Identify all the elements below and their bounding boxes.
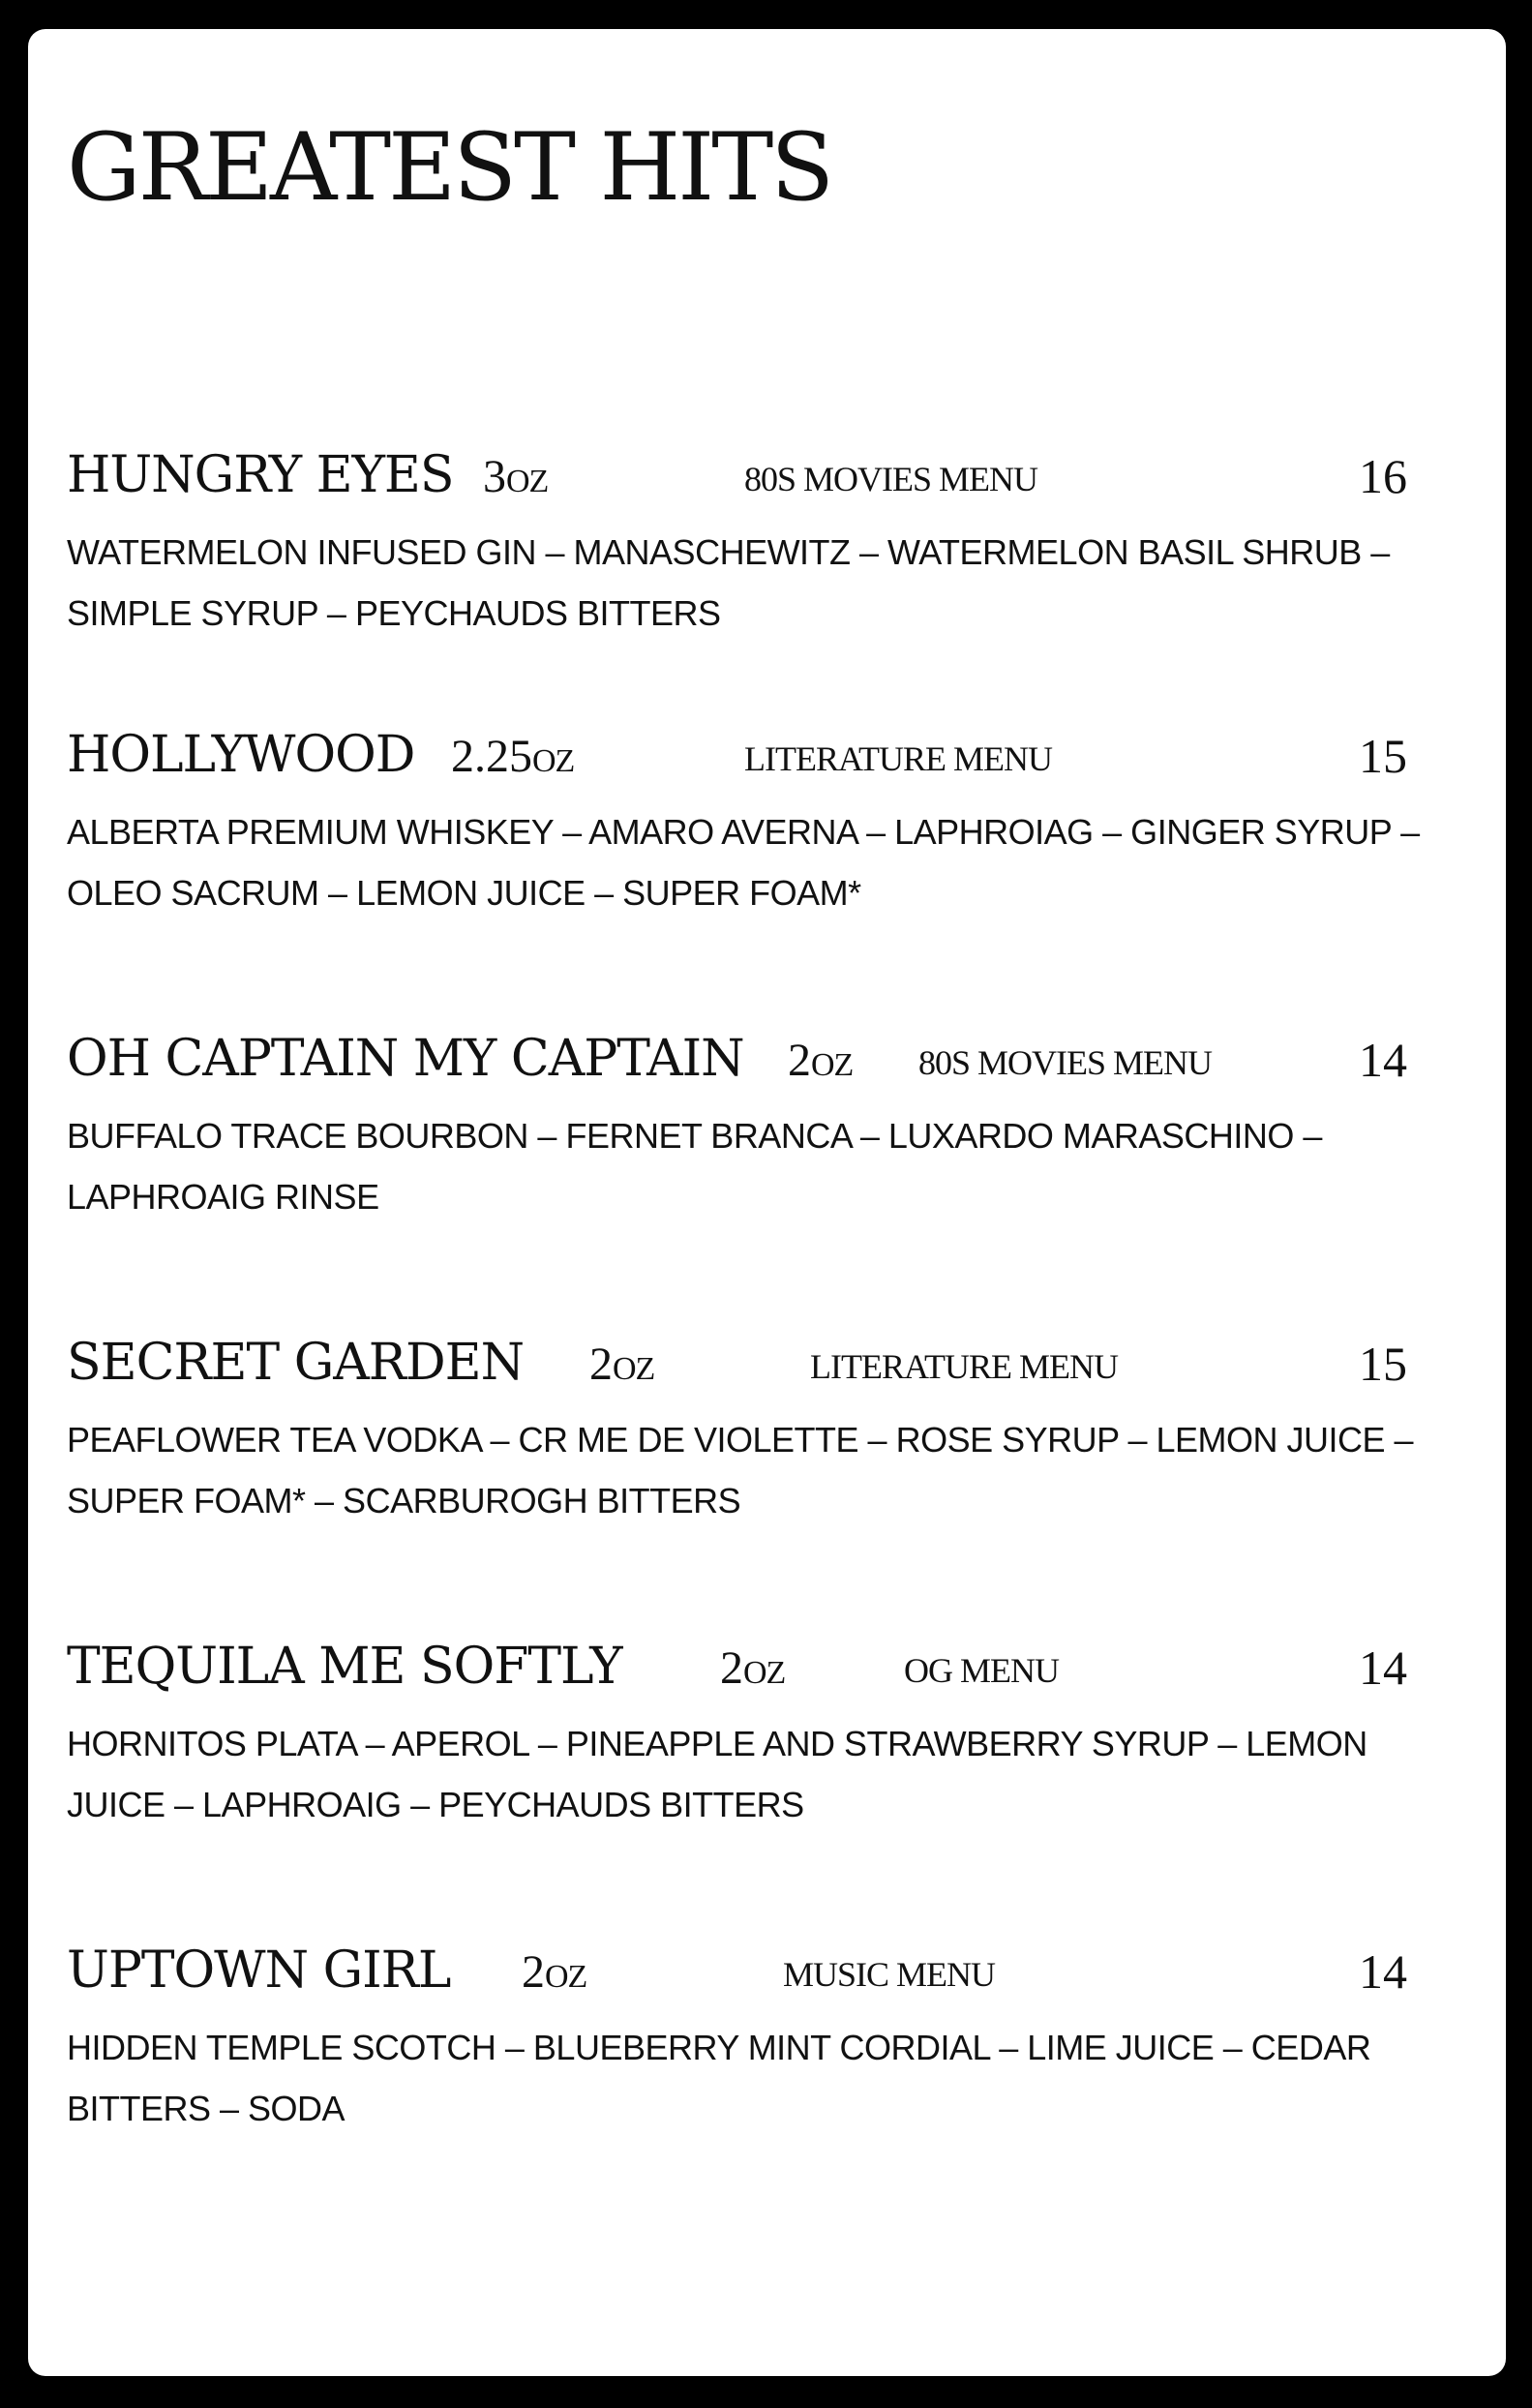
price: 14 xyxy=(1359,1944,1407,1999)
source-menu: 80S MOVIES MENU xyxy=(918,1043,1213,1082)
menu-item-hollywood xyxy=(67,720,1422,923)
menu-page xyxy=(28,29,1506,2376)
cocktail-name: UPTOWN GIRL xyxy=(67,1941,451,2000)
pour-amount: 2 xyxy=(522,1946,545,1998)
menu-item-tequila-me-softly xyxy=(67,1632,1422,1835)
cocktail-name: HUNGRY EYES xyxy=(67,446,454,504)
pour-size xyxy=(451,731,575,782)
pour-size xyxy=(522,1946,587,1998)
cocktail-name: SECRET GARDEN xyxy=(67,1334,525,1392)
menu-item-header xyxy=(67,1936,1422,2003)
pour-unit: OZ xyxy=(532,743,575,779)
pour-unit: OZ xyxy=(613,1351,655,1387)
pour-size xyxy=(589,1341,654,1388)
menu-item-secret-garden xyxy=(67,1328,1422,1531)
menu-item-hungry-eyes xyxy=(67,440,1422,644)
ingredients: HORNITOS PLATA – APEROL – PINEAPPLE AND STRAWBERRY SYRUP – LEMON JUICE – LAPHROAIG – PEYCHAUDS BITTERS xyxy=(67,1724,1367,1824)
pour-amount: 3 xyxy=(483,451,506,502)
source-menu: LITERATURE MENU xyxy=(810,1347,1118,1386)
pour-unit: OZ xyxy=(811,1047,854,1083)
price: 15 xyxy=(1359,1337,1407,1391)
source-menu: OG MENU xyxy=(904,1651,1059,1690)
menu-item-header xyxy=(67,720,1422,788)
menu-item-uptown-girl xyxy=(67,1936,1422,2139)
menu-item-header xyxy=(67,1328,1422,1396)
ingredients: WATERMELON INFUSED GIN – MANASCHEWITZ – WATERMELON BASIL SHRUB – SIMPLE SYRUP – PEYCHAUDS BITTERS xyxy=(67,532,1390,633)
pour-size xyxy=(483,451,549,502)
ingredients: BUFFALO TRACE BOURBON – FERNET BRANCA – LUXARDO MARASCHINO – LAPHROAIG RINSE xyxy=(67,1116,1322,1217)
ingredients: PEAFLOWER TEA VODKA – CR ME DE VIOLETTE – ROSE SYRUP – LEMON JUICE – SUPER FOAM* – SCARBUROGH BITTERS xyxy=(67,1420,1414,1520)
price: 16 xyxy=(1359,449,1407,503)
menu-item-header xyxy=(67,1024,1422,1092)
cocktail-name: OH CAPTAIN MY CAPTAIN xyxy=(67,1030,744,1088)
price: 14 xyxy=(1359,1033,1407,1087)
pour-size xyxy=(720,1642,786,1694)
ingredients: HIDDEN TEMPLE SCOTCH – BLUEBERRY MINT CORDIAL – LIME JUICE – CEDAR BITTERS – SODA xyxy=(67,2028,1371,2128)
menu-title: GREATEST HITS xyxy=(67,113,831,222)
pour-unit: OZ xyxy=(545,1959,587,1995)
pour-amount: 2 xyxy=(788,1035,811,1086)
cocktail-name: TEQUILA ME SOFTLY xyxy=(67,1638,622,1696)
source-menu: 80S MOVIES MENU xyxy=(744,460,1038,498)
menu-item-oh-captain-my-captain xyxy=(67,1024,1422,1227)
price: 15 xyxy=(1359,729,1407,783)
price: 14 xyxy=(1359,1640,1407,1695)
menu-item-header xyxy=(67,1632,1422,1700)
ingredients: ALBERTA PREMIUM WHISKEY – AMARO AVERNA – LAPHROIAG – GINGER SYRUP – OLEO SACRUM – LEMON JUICE – SUPER FOAM* xyxy=(67,812,1420,913)
pour-amount: 2.25 xyxy=(451,731,532,782)
menu-item-header xyxy=(67,440,1422,508)
pour-unit: OZ xyxy=(743,1655,786,1691)
pour-amount: 2 xyxy=(720,1642,743,1694)
pour-unit: OZ xyxy=(506,464,549,499)
cocktail-name: HOLLYWOOD xyxy=(67,726,415,784)
source-menu: MUSIC MENU xyxy=(783,1955,996,1994)
source-menu: LITERATURE MENU xyxy=(744,739,1052,778)
pour-amount: 2 xyxy=(589,1339,613,1390)
pour-size xyxy=(788,1035,854,1086)
